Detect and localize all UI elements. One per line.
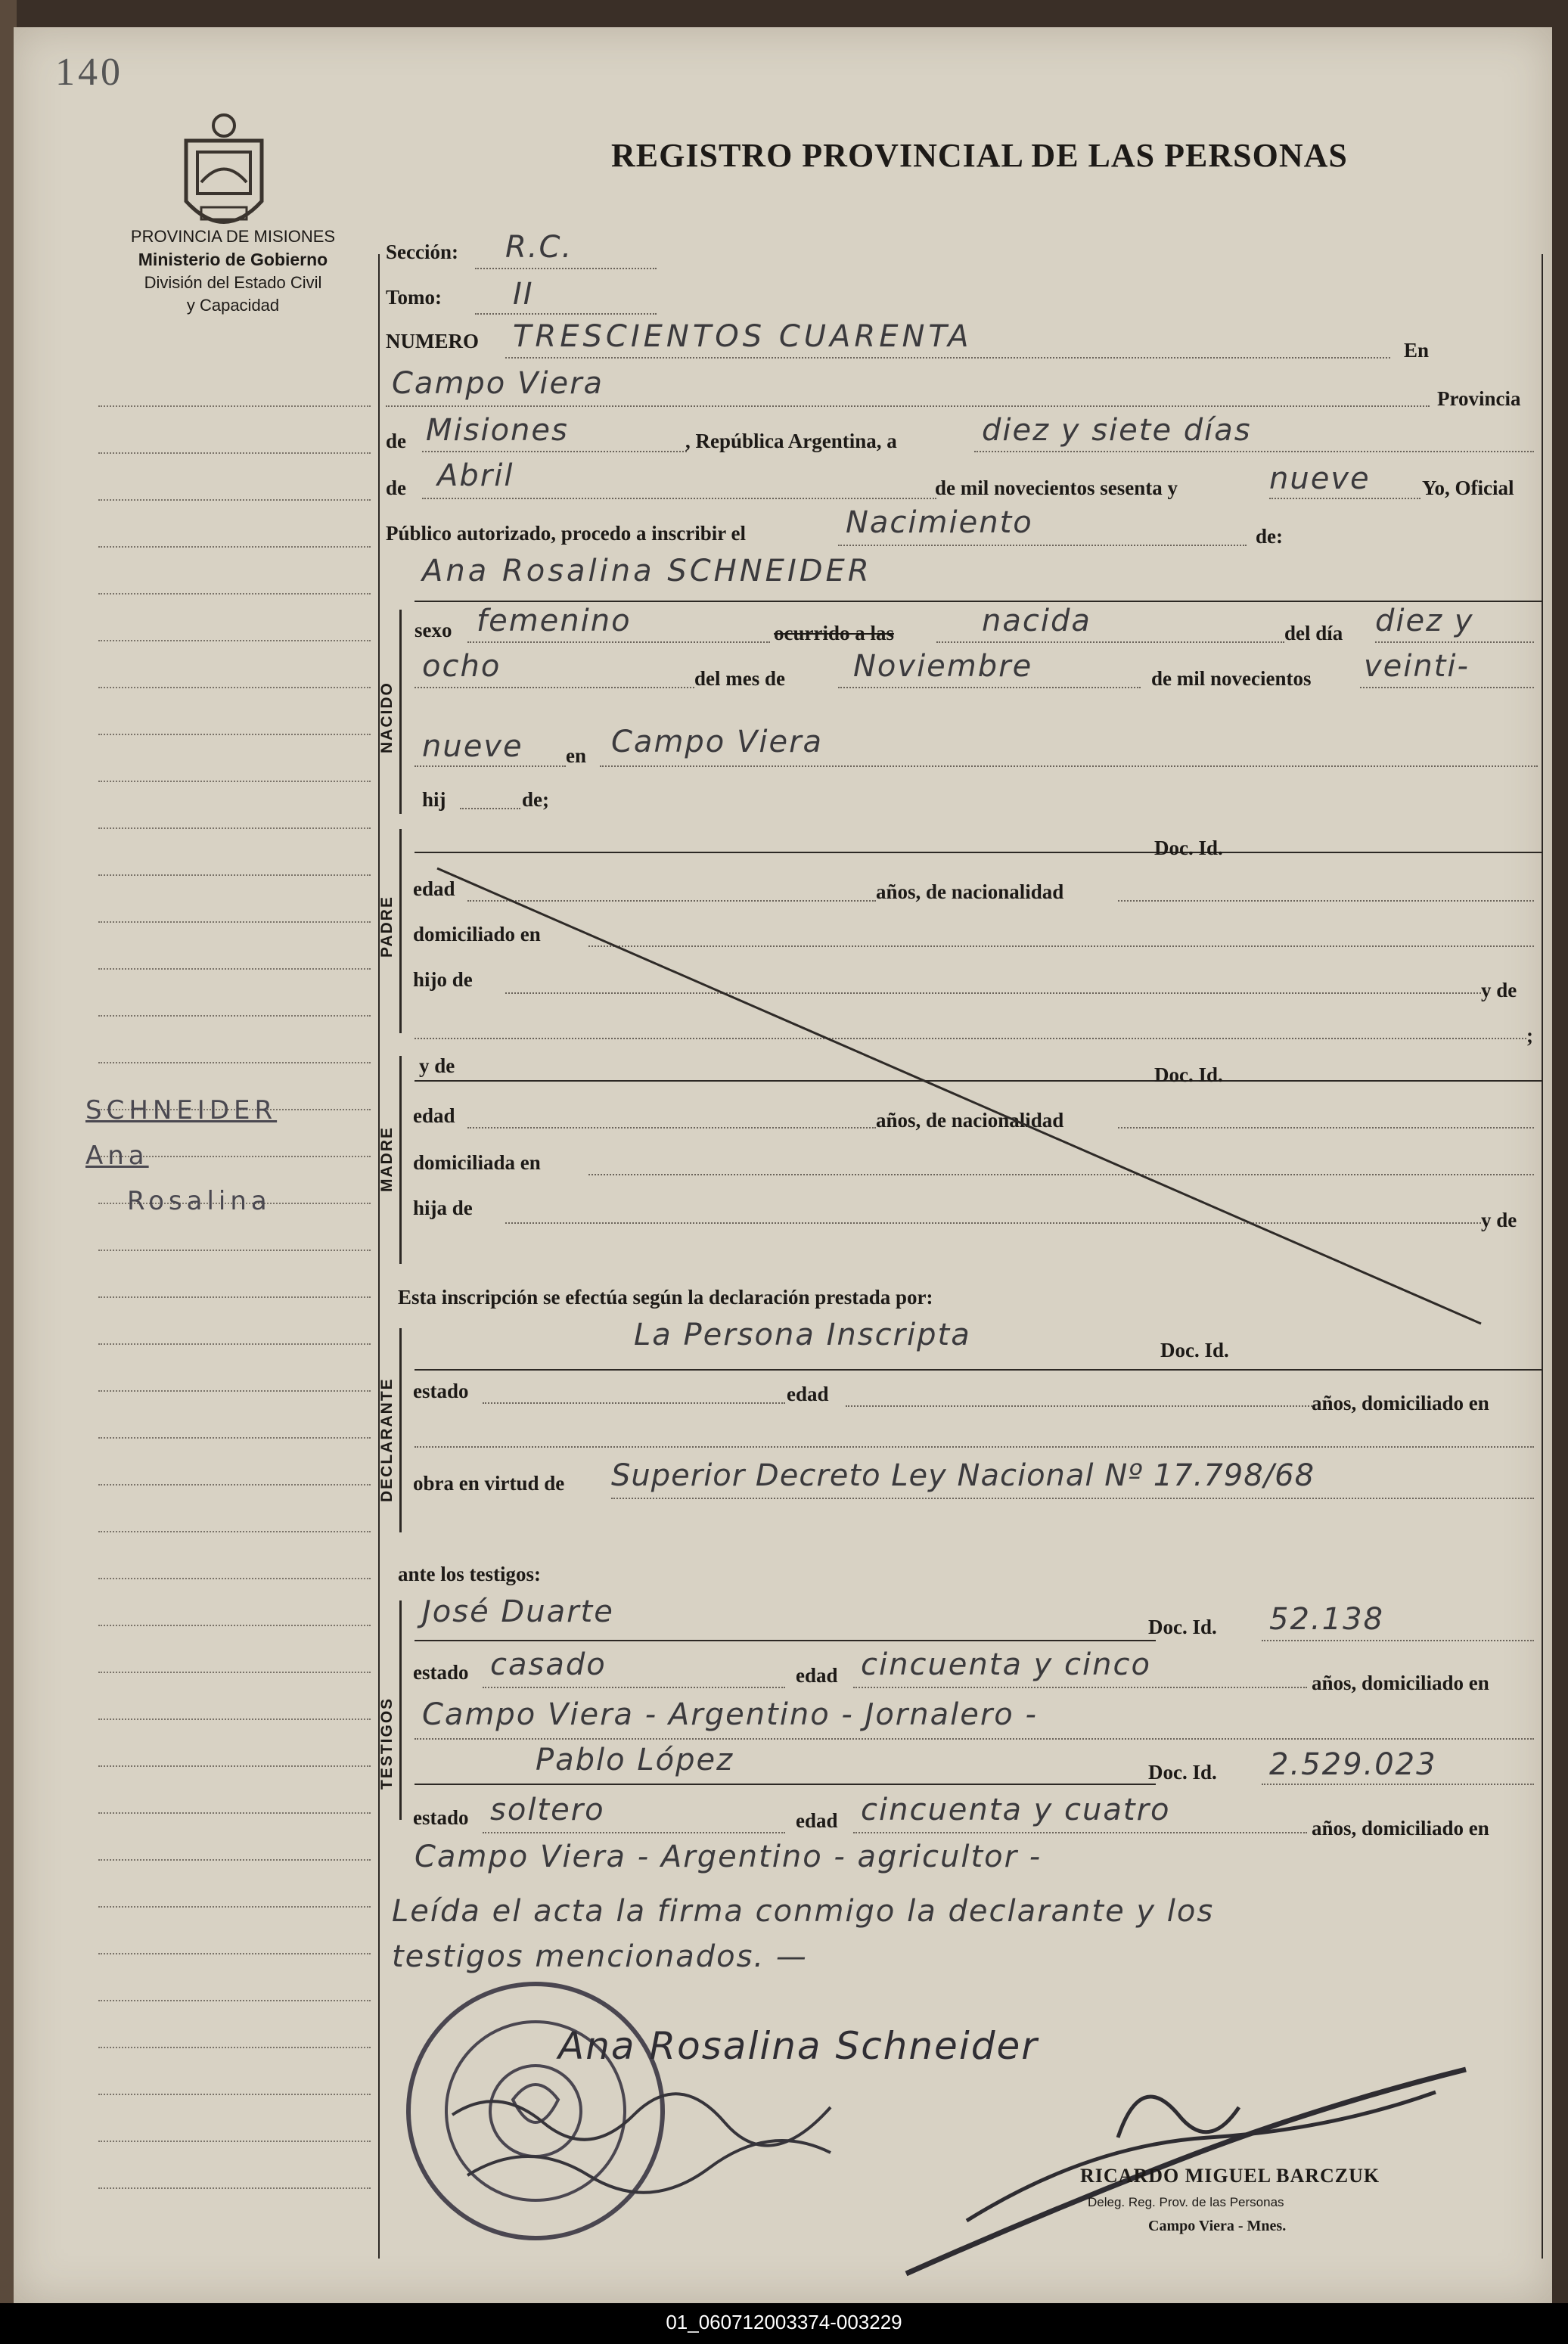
image-caption: 01_060712003374-003229 xyxy=(666,2311,902,2333)
t1-domicilio-line xyxy=(415,1738,1534,1740)
mil-novecientos-label: de mil novecientos xyxy=(1151,667,1312,690)
tomo-label: Tomo: xyxy=(386,286,442,309)
t2-doc: 2.529.023 xyxy=(1269,1747,1437,1782)
mes-value: Abril xyxy=(437,458,514,493)
provincia-label: Provincia xyxy=(1437,387,1521,410)
t2-doc-line xyxy=(1262,1784,1534,1785)
madre-edad-label: edad xyxy=(413,1104,455,1127)
dia-value: diez y xyxy=(1375,604,1474,638)
numero-value: TRESCIENTOS CUARENTA xyxy=(513,319,973,354)
testigos-bracket xyxy=(399,1600,402,1820)
register-page xyxy=(14,27,1552,2303)
mes-nacimiento-value: Noviembre xyxy=(853,649,1033,684)
obra-line xyxy=(611,1498,1534,1499)
officer-title: Deleg. Reg. Prov. de las Personas xyxy=(1088,2195,1284,2209)
obra-label: obra en virtud de xyxy=(413,1472,565,1495)
nacido-section-label: NACIDO xyxy=(378,681,396,753)
t2-domicilio: Campo Viera - Argentino - agricultor - xyxy=(415,1839,1042,1874)
page-number: 140 xyxy=(55,51,123,94)
declarante-section-label: DECLARANTE xyxy=(378,1377,396,1502)
nombre-value: Ana Rosalina SCHNEIDER xyxy=(422,554,872,588)
t2-estado: soltero xyxy=(490,1793,605,1827)
lugar-value: Campo Viera xyxy=(392,366,604,401)
officer-name: RICARDO MIGUEL BARCZUK xyxy=(1080,2165,1380,2187)
t2-estado-label: estado xyxy=(413,1806,469,1829)
testigos-intro: ante los testigos: xyxy=(398,1563,541,1585)
obra-value: Superior Decreto Ley Nacional Nº 17.798/68 xyxy=(611,1458,1315,1493)
provincia-value: Misiones xyxy=(426,413,569,448)
office-capacity: y Capacidad xyxy=(186,296,280,315)
t2-edad: cincuenta y cuatro xyxy=(861,1793,1171,1827)
republica-label: , República Argentina, a xyxy=(685,430,897,452)
t2-edad-label: edad xyxy=(796,1809,838,1832)
sexo-value: femenino xyxy=(477,604,632,638)
acto-value: Nacimiento xyxy=(846,505,1033,540)
t1-estado-line xyxy=(483,1687,785,1688)
padre-doc-label: Doc. Id. xyxy=(1154,837,1223,859)
declarante-signature: Ana Rosalina Schneider xyxy=(558,2024,1039,2068)
padre-section-label: PADRE xyxy=(378,896,396,958)
t1-nombre: José Duarte xyxy=(422,1594,614,1629)
en-label: En xyxy=(1404,339,1430,362)
declarante-bracket xyxy=(399,1328,402,1532)
de-mes-label: de xyxy=(386,477,406,499)
seccion-label: Sección: xyxy=(386,241,458,263)
anio-nacimiento-value: veinti- xyxy=(1364,649,1470,684)
t1-anios-label: años, domiciliado en xyxy=(1312,1672,1489,1694)
padre-edad-label: edad xyxy=(413,877,455,900)
testigos-section-label: TESTIGOS xyxy=(378,1697,396,1790)
declarante-edad-label: edad xyxy=(787,1383,829,1405)
padre-semicolon: ; xyxy=(1526,1024,1533,1047)
officer-location: Campo Viera - Mnes. xyxy=(1148,2218,1287,2234)
declarante-name-line xyxy=(415,1369,1542,1371)
de-label: de xyxy=(386,430,406,452)
t1-edad-line xyxy=(853,1687,1307,1688)
office-ministry: Ministerio de Gobierno xyxy=(138,250,328,269)
publico-label: Público autorizado, procedo a inscribir el xyxy=(386,522,746,545)
t1-estado: casado xyxy=(490,1647,607,1682)
madre-domiciliada-label: domiciliada en xyxy=(413,1151,541,1174)
officer-signature xyxy=(891,2024,1496,2296)
anio-value: nueve xyxy=(1269,461,1371,496)
madre-doc-label: Doc. Id. xyxy=(1154,1063,1223,1086)
t2-edad-line xyxy=(853,1832,1307,1833)
declarante-edad-line xyxy=(846,1405,1315,1407)
margin-note-surname: SCHNEIDER xyxy=(85,1095,278,1125)
ocurrido-label: ocurrido a las xyxy=(774,622,894,644)
t1-name-line xyxy=(415,1640,1156,1641)
office-division: División del Estado Civil xyxy=(144,273,322,292)
numero-label: NUMERO xyxy=(386,330,479,352)
margin-note-name: Ana xyxy=(85,1141,149,1171)
margin-note-middle: Rosalina xyxy=(127,1186,272,1216)
declarante-anios-label: años, domiciliado en xyxy=(1312,1392,1489,1414)
de-colon-label: de: xyxy=(1256,525,1283,548)
t2-anios-label: años, domiciliado en xyxy=(1312,1817,1489,1839)
seccion-value: R.C. xyxy=(505,230,573,265)
t1-edad: cincuenta y cinco xyxy=(861,1647,1151,1682)
t1-doc: 52.138 xyxy=(1269,1602,1384,1637)
t2-nombre: Pablo López xyxy=(536,1743,734,1777)
dia-value-continued: ocho xyxy=(422,649,501,684)
closing-line-2: testigos mencionados. — xyxy=(392,1939,808,1974)
declarante-intro: Esta inscripción se efectúa según la declaración prestada por: xyxy=(398,1286,933,1309)
t1-estado-label: estado xyxy=(413,1661,469,1684)
declarante-estado-line xyxy=(483,1402,785,1404)
madre-anios-label: años, de nacionalidad xyxy=(876,1109,1064,1132)
t1-domicilio: Campo Viera - Argentino - Jornalero - xyxy=(422,1697,1038,1732)
padre-anios-label: años, de nacionalidad xyxy=(876,880,1064,903)
padre-yde-label: y de xyxy=(1481,979,1517,1001)
hij-label: hij xyxy=(422,788,446,811)
dias-value: diez y siete días xyxy=(982,413,1252,448)
t1-doc-line xyxy=(1262,1640,1534,1641)
mes-de-label: del mes de xyxy=(694,667,785,690)
en-lugar-label: en xyxy=(566,744,586,767)
lugar-nacimiento-value: Campo Viera xyxy=(611,725,824,759)
office-province: PROVINCIA DE MISIONES xyxy=(130,227,336,246)
sexo-label: sexo xyxy=(415,619,452,641)
tomo-value: II xyxy=(513,277,534,312)
oficial-label: Yo, Oficial xyxy=(1422,477,1514,499)
t2-estado-line xyxy=(483,1832,785,1833)
madre-section-label: MADRE xyxy=(378,1126,396,1192)
declarante-doc-label: Doc. Id. xyxy=(1160,1339,1229,1361)
t1-edad-label: edad xyxy=(796,1664,838,1687)
padre-hijo-label: hijo de xyxy=(413,968,473,991)
madre-yde-label: y de xyxy=(419,1054,455,1077)
dia-label: del día xyxy=(1284,622,1343,644)
padre-domiciliado-label: domiciliado en xyxy=(413,923,541,945)
madre-yde2-label: y de xyxy=(1481,1209,1517,1231)
declarante-nombre: La Persona Inscripta xyxy=(634,1318,971,1352)
page-title: REGISTRO PROVINCIAL DE LAS PERSONAS xyxy=(611,137,1348,174)
hij-de-label: de; xyxy=(522,788,549,811)
declarante-estado-label: estado xyxy=(413,1380,469,1402)
anio-nacimiento-continued: nueve xyxy=(422,729,523,764)
declarante-domicilio-line xyxy=(415,1446,1534,1448)
hora-value: nacida xyxy=(982,604,1091,638)
t2-name-line xyxy=(415,1784,1156,1785)
closing-line-1: Leída el acta la firma conmigo la declarante y los xyxy=(392,1894,1215,1929)
t1-doc-label: Doc. Id. xyxy=(1148,1616,1217,1638)
t2-doc-label: Doc. Id. xyxy=(1148,1761,1217,1784)
madre-hija-label: hija de xyxy=(413,1197,473,1219)
mil-label: de mil novecientos sesenta y xyxy=(935,477,1178,499)
witness-signatures xyxy=(437,2069,891,2206)
